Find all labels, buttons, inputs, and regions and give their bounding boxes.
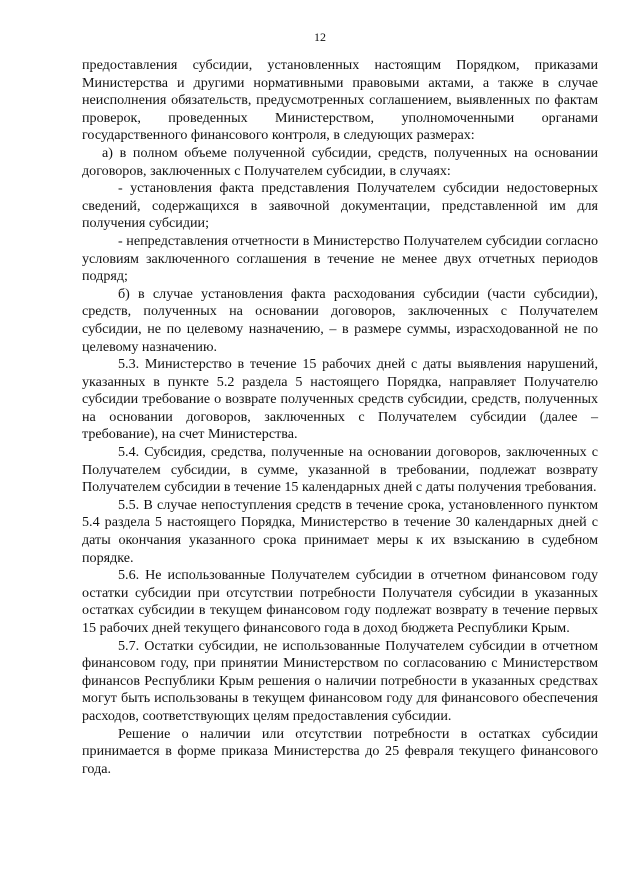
paragraph-5-5: 5.5. В случае непоступления средств в течение срока, установленного пунктом 5.4 раздела 5 настоящего Порядка, Министерство в течение 30 календарных дней с даты окончания указанного срока принимает меры к их взысканию в судебном порядке. <box>82 496 598 566</box>
paragraph-dash-item: - установления факта представления Получателем субсидии недостоверных сведений, содержащихся в заявочной документации, представленной им для получения субсидии; <box>82 180 598 232</box>
paragraph-5-7: 5.7. Остатки субсидии, не использованные Получателем субсидии в отчетном финансовом году, при принятии Министерством по согласованию с Министерством финансов Республики Крым решения о наличии потребности в указанных средствах могут быть использованы в текущем финансовом году для финансового обеспечения расходов, соответствующих целям предоставления субсидии. <box>82 637 598 724</box>
paragraph-decision: Решение о наличии или отсутствии потребности в остатках субсидии принимается в форме приказа Министерства до 25 февраля текущего финансового года. <box>82 725 598 777</box>
paragraph-dash-item: - непредставления отчетности в Министерство Получателем субсидии согласно условиям заключенного соглашения в течение не менее двух отчетных периодов подряд; <box>82 232 598 285</box>
paragraph-5-6: 5.6. Не использованные Получателем субсидии в отчетном финансовом году остатки субсидии при отсутствии потребности Получателя субсидии в указанных остатках субсидии в текущем финансовом году подлежат возврату в течение первых 15 рабочих дней текущего финансового года в доход бюджета Республики Крым. <box>82 567 598 636</box>
paragraph-item-a: а) в полном объеме полученной субсидии, средств, полученных на основании договоров, заключенных с Получателем субсидии, в случаях: <box>82 144 598 179</box>
paragraph-5-3: 5.3. Министерство в течение 15 рабочих дней с даты выявления нарушений, указанных в пункте 5.2 раздела 5 настоящего Порядка, направляет Получателю субсидии требование о возврате полученных средств субсидии, средств, полученных на основании договоров, заключенных с Получателем субсидии (далее – требование), на счет Министерства. <box>82 356 598 443</box>
paragraph-5-4: 5.4. Субсидия, средства, полученные на основании договоров, заключенных с Получателем субсидии, в сумме, указанной в требовании, подлежат возврату Получателем субсидии в течение 15 календарных дней с даты получения требования. <box>82 444 598 496</box>
page-number: 12 <box>314 30 326 44</box>
paragraph-item-b: б) в случае установления факта расходования субсидии (части субсидии), средств, полученных на основании договоров, заключенных с Получателем субсидии, не по целевому назначению, – в размере суммы, израсходованной не по целевому назначению. <box>82 285 598 355</box>
paragraph-continuation: предоставления субсидии, установленных настоящим Порядком, приказами Министерства и другими нормативными правовыми актами, а также в случае неисполнения обязательств, предусмотренных соглашением, выявленных по фактам проверок, проведенных Министерством, уполномоченными органами государственного финансового контроля, в следующих размерах: <box>82 57 598 144</box>
document-body <box>82 57 598 778</box>
